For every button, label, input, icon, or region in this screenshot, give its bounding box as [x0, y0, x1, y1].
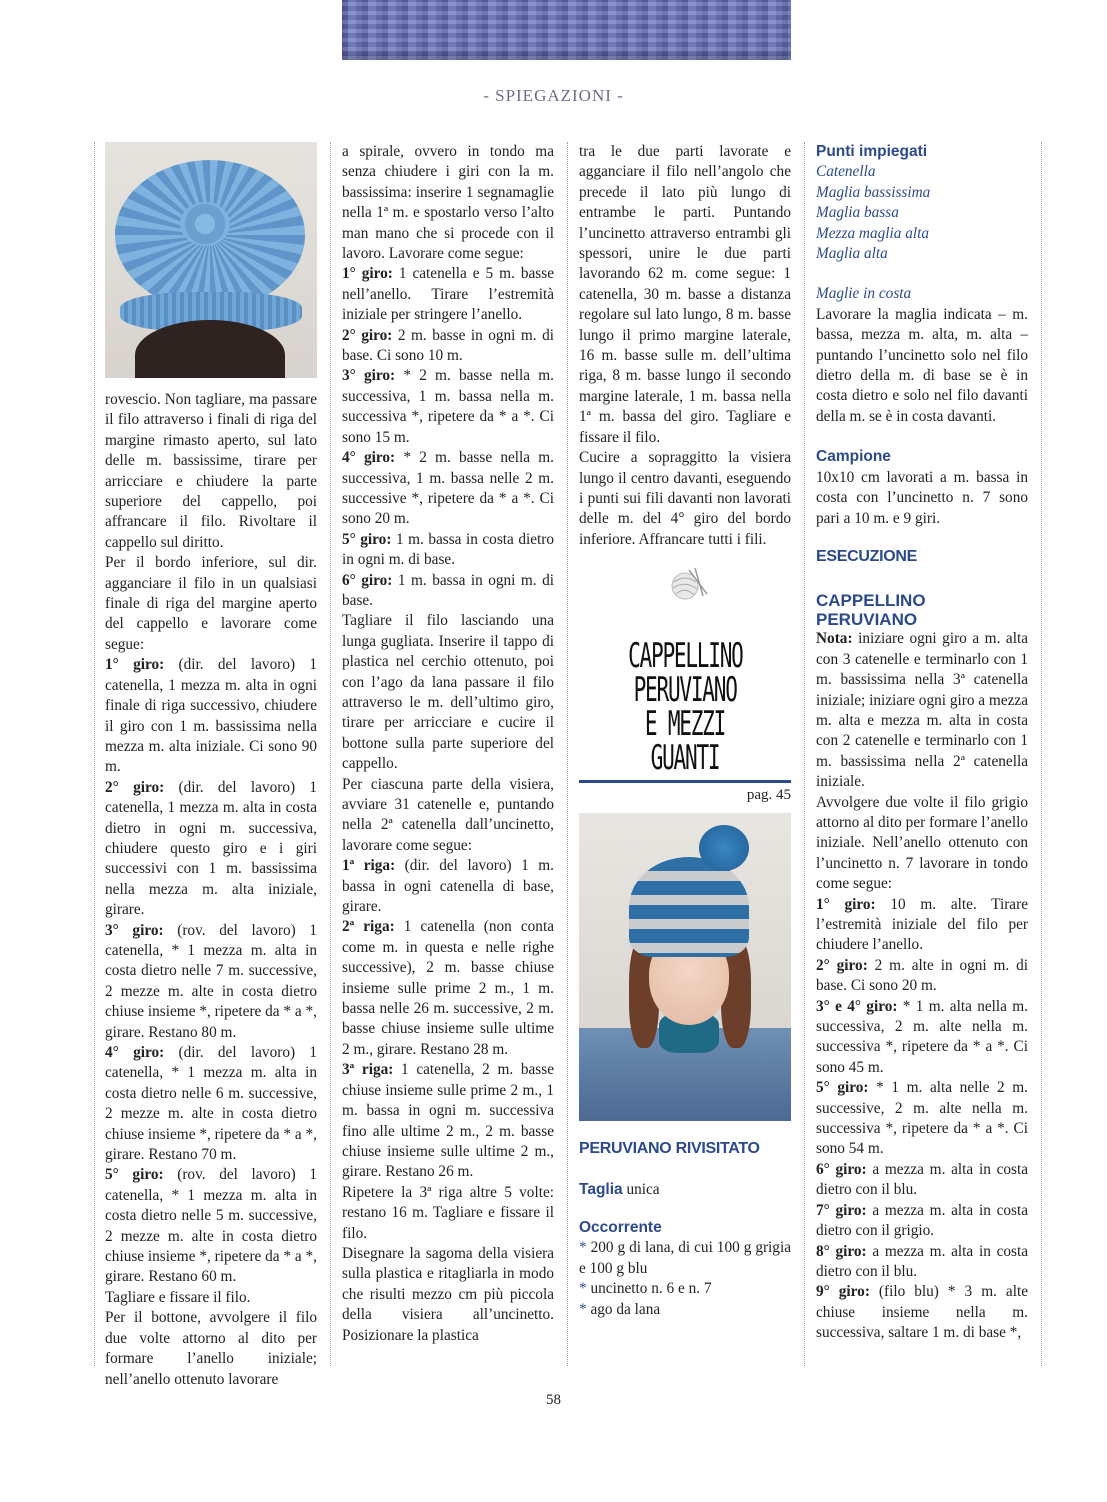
- stitch-item: Maglia alta: [816, 245, 888, 263]
- section-title: PERUVIANO RIVISITATO: [579, 1140, 760, 1158]
- paragraph: rovescio. Non tagliare, ma passare il filo attraverso i finali di riga del margine rimasto aperto, sul lato delle m. bassissime, tirare per arricciare e chiudere la parte superiore del cappello, poi affrancare il filo. Rivoltare il cappello sul diritto.: [105, 391, 317, 551]
- instruction-row: 2ª riga: 1 catenella (non conta come m. in questa e nelle righe successive), 2 m. basse chiuse insieme sulle prime 2 m., 1 m. bassa nelle 26 m. successive, 2 m. basse chiuse insieme sulle ultime 2 m., girare. Restano 28 m.: [342, 918, 554, 1058]
- size-line: Taglia unica: [579, 1180, 660, 1198]
- paragraph: Cucire a sopraggitto la visiera lungo il centro davanti, eseguendo i punti sui fili davanti non lavorati delle m. del 4° giro del bordo inferiore. Affrancare tutti i fili.: [579, 449, 791, 548]
- paragraph: tra le due parti lavorate e agganciare il filo nell’angolo che precede il lato più lungo di entrambe le parti. Puntando l’uncinetto attraverso entrambi gli spessori, unire le due parti lavorando 62 m. come segue: 1 catenella, 30 m. basse a distanza regolare sul lato lungo, 8 m. basse lungo il primo margine laterale, 16 m. basse sulle m. dell’ultima riga, 8 m. basse lungo il secondo margine laterale, 1 m. bassa nella 1ª m. bassa del giro. Tagliare e fissare il filo.: [579, 143, 791, 446]
- paragraph: Disegnare la sagoma della visiera sulla plastica e ritagliarla in modo che risulti mezzo cm più piccola della visiera all’uncinetto. Posizionare la plastica: [342, 1244, 554, 1344]
- material-item: * ago da lana: [579, 1300, 661, 1318]
- instruction-round: 4° giro: * 2 m. basse nella m. successiva, 1 m. bassa nelle 2 m. successive *, ripetere da * a *. Ci sono 20 m.: [342, 449, 554, 528]
- gauge-heading: Campione: [816, 448, 891, 466]
- paragraph: Tagliare e fissare il filo.: [105, 1288, 251, 1306]
- pattern-heading: CAPPELLINO PERUVIANO: [816, 591, 926, 630]
- instruction-round: 6° giro: 1 m. bassa in ogni m. di base.: [342, 571, 554, 609]
- stitch-item: Maglia bassissima: [816, 183, 931, 201]
- instruction-round: 4° giro: (dir. del lavoro) 1 catenella, * 1 mezza m. alta in costa dietro nelle 6 m. successive, 2 mezze m. alte in costa dietro chiuse insieme *, ripetere da * a *, girare. Restano 70 m.: [105, 1044, 318, 1164]
- yarn-ball-icon: [579, 564, 791, 610]
- column-3: [579, 142, 791, 1320]
- instruction-round: 3° e 4° giro: * 1 m. alta nella m. successiva, 2 m. alte nella m. successiva *, ripetere da * a *. Ci sono 45 m.: [816, 997, 1028, 1076]
- stitch-item: Maglia bassa: [816, 204, 899, 222]
- instruction-round: 2° giro: (dir. del lavoro) 1 catenella, 1 mezza m. alta in costa dietro in ogni m. successiva, chiudere questo giro e i giri successivi con 1 m. bassissima nella mezza m. alta iniziale, girare.: [105, 778, 318, 919]
- instruction-row: 1ª riga: (dir. del lavoro) 1 m. bassa in ogni catenella di base, girare.: [342, 857, 554, 916]
- stitches-heading: Punti impiegati: [816, 143, 928, 160]
- stitch-item: Catenella: [816, 163, 876, 181]
- ribbing-heading: Maglie in costa: [816, 285, 912, 303]
- column-4: [816, 142, 1028, 1344]
- instruction-round: 2° giro: 2 m. basse in ogni m. di base. Ci sono 10 m.: [342, 326, 554, 365]
- yarn-texture-banner: [342, 0, 791, 60]
- instruction-round: 1° giro: (dir. del lavoro) 1 catenella, 1 mezza m. alta in ogni finale di riga successivo, chiudere il giro con 1 m. bassissima nella mezza m. alta iniziale. Ci sono 90 m.: [105, 656, 318, 776]
- article-title: CAPPELLINO PERUVIANO E MEZZI GUANTI: [579, 639, 791, 783]
- paragraph: Per ciascuna parte della visiera, avviare 31 catenelle e, puntando nella 2ª catenella dall’uncinetto, lavorare come segue:: [342, 775, 554, 854]
- paragraph: Tagliare il filo lasciando una lunga gugliata. Inserire il tappo di plastica nel cerchio ottenuto, poi con l’ago da lana passare il filo attraverso le m. dell’ultimo giro, tirare per arricciare e cucire il bottone sulla parte superiore del cappello.: [342, 612, 554, 773]
- paragraph: Per il bordo inferiore, sul dir. agganciare il filo in un qualsiasi finale di riga del margine aperto del cappello e lavorare come segue:: [105, 554, 317, 653]
- column-divider: [330, 142, 331, 1366]
- instruction-round: 5° giro: (rov. del lavoro) 1 catenella, * 1 mezza m. alta in costa dietro nelle 5 m. successive, 2 mezze m. alte in costa dietro chiuse insieme *, ripetere da * a *, girare. Restano 60 m.: [105, 1166, 317, 1286]
- paragraph: Ripetere la 3ª riga altre 5 volte: restano 16 m. Tagliare e fissare il filo.: [342, 1183, 554, 1242]
- peruvian-hat-photo: [579, 813, 791, 1121]
- instruction-round: 8° giro: a mezza m. alta in costa dietro con il blu.: [816, 1242, 1029, 1280]
- column-divider: [94, 142, 95, 1366]
- beret-photo: [105, 142, 317, 378]
- section-header: - SPIEGAZIONI -: [483, 86, 624, 105]
- page-reference: pag. 45: [746, 786, 791, 803]
- instruction-round: 5° giro: 1 m. bassa in costa dietro in ogni m. di base.: [342, 530, 554, 569]
- instruction-round: 5° giro: * 1 m. alta nelle 2 m. successive, 2 m. alte nella m. successiva *, ripetere da * a *. Ci sono 54 m.: [816, 1079, 1028, 1158]
- paragraph: Avvolgere due volte il filo grigio attorno al dito per formare l’anello iniziale. Nell’anello ottenuto con l’uncinetto n. 7 lavorare in tondo come segue:: [816, 793, 1028, 893]
- paragraph: 10x10 cm lavorati a m. bassa in costa con l’uncinetto n. 7 sono pari a 10 m. e 9 giri.: [816, 468, 1028, 527]
- stitch-item: Mezza maglia alta: [816, 224, 930, 242]
- instruction-round: 9° giro: (filo blu) * 3 m. alte chiuse insieme nella m. successiva, saltare 1 m. di base *,: [816, 1283, 1028, 1342]
- column-divider: [804, 142, 805, 1366]
- material-item: * uncinetto n. 6 e n. 7: [579, 1280, 712, 1298]
- column-1: [105, 142, 317, 1390]
- column-divider: [1041, 142, 1042, 1366]
- instruction-round: 1° giro: 1 catenella e 5 m. basse nell’anello. Tirare l’estremità iniziale per stringere l’anello.: [342, 265, 554, 324]
- instruction-round: 3° giro: * 2 m. basse nella m. successiva, 1 m. bassa nella m. successiva *, ripetere da * a *. Ci sono 15 m.: [342, 367, 554, 446]
- instruction-round: 3° giro: (rov. del lavoro) 1 catenella, * 1 mezza m. alta in costa dietro nelle 7 m. successive, 2 mezze m. alte in costa dietro chiuse insieme *, ripetere da * a *, girare. Restano 80 m.: [105, 921, 317, 1041]
- column-divider: [567, 142, 568, 1366]
- instruction-round: 2° giro: 2 m. alte in ogni m. di base. Ci sono 20 m.: [816, 956, 1029, 995]
- instruction-round: 6° giro: a mezza m. alta in costa dietro con il blu.: [816, 1160, 1029, 1199]
- instruction-round: 7° giro: a mezza m. alta in costa dietro con il grigio.: [816, 1201, 1029, 1240]
- execution-heading: ESECUZIONE: [816, 547, 918, 565]
- instruction-round: 1° giro: 10 m. alte. Tirare l’estremità iniziale del filo per chiudere l’anello.: [816, 895, 1028, 954]
- note: Nota: iniziare ogni giro a m. alta con 3 catenelle e terminarlo con 1 m. bassissima nella 3ª catenella iniziale; iniziare ogni giro a mezza m. alta e mezza m. alta in costa con 2 catenelle e terminarlo con 1 m. bassissima nella 2ª catenella iniziale.: [816, 630, 1028, 791]
- instruction-row: 3ª riga: 1 catenella, 2 m. basse chiuse insieme sulle prime 2 m., 1 m. bassa in ogni m. successiva fino alle ultime 2 m., 2 m. basse chiuse insieme sulle ultime 2 m., girare. Restano 26 m.: [342, 1061, 554, 1181]
- page-number: 58: [546, 1392, 561, 1408]
- material-item: * 200 g di lana, di cui 100 g grigia e 100 g blu: [579, 1239, 791, 1277]
- column-2: [342, 142, 554, 1346]
- paragraph: a spirale, ovvero in tondo ma senza chiudere i giri con la m. bassissima: inserire 1 segnamaglie nella 1ª m. e spostarlo verso l’alto man mano che si procede con il lavoro. Lavorare come segue:: [342, 143, 554, 263]
- paragraph: Lavorare la maglia indicata – m. bassa, mezza m. alta, m. alta – puntando l’uncinetto solo nel filo dietro della m. di base se è in costa dietro e solo nel filo davanti della m. se è in costa davanti.: [816, 305, 1028, 425]
- paragraph: Per il bottone, avvolgere il filo due volte attorno al dito per formare l’anello iniziale; nell’anello ottenuto lavorare: [105, 1309, 317, 1388]
- materials-heading: Occorrente: [579, 1218, 662, 1236]
